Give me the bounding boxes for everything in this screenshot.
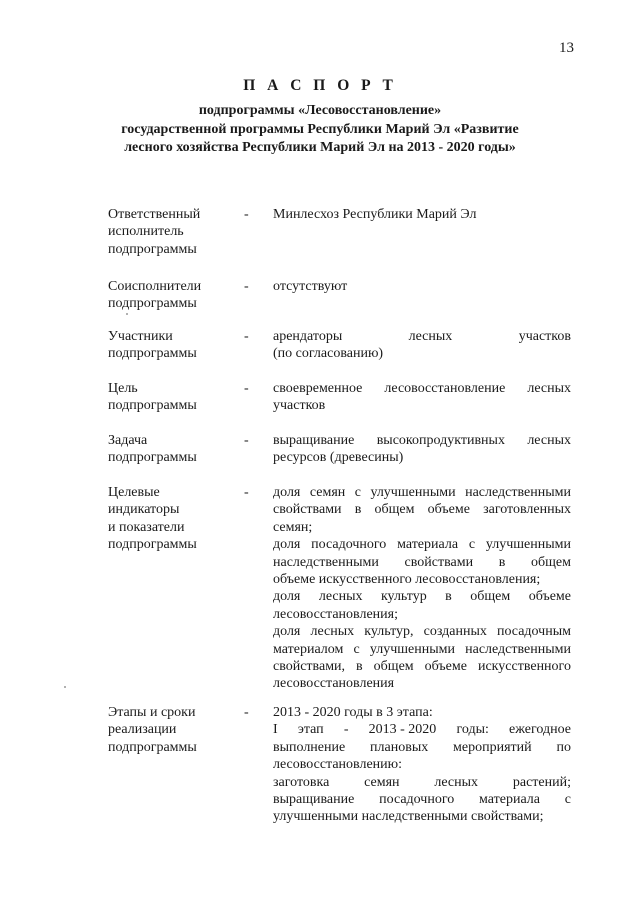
row-value-line — [273, 484, 571, 501]
row-value-line — [273, 774, 571, 791]
value-word: в — [498, 554, 506, 570]
value-word: с — [468, 537, 476, 553]
row-label-line: Целевые — [108, 485, 160, 500]
value-word: улучшенными — [369, 641, 455, 657]
value-word: 2013 - 2020 — [368, 722, 437, 738]
value-word: с — [354, 485, 361, 500]
row-value — [273, 328, 571, 363]
value-word: культур — [380, 589, 427, 605]
row-value-line — [273, 554, 571, 571]
row-value-line — [273, 756, 571, 773]
row-value-line — [273, 588, 571, 605]
row-dash: - — [244, 485, 249, 500]
row-value-line — [273, 791, 571, 808]
row-label — [108, 380, 233, 415]
value-word: ресурсов (древесины) — [273, 450, 404, 466]
row-label-line: подпрограммы — [108, 296, 197, 312]
value-word: лесных — [434, 774, 479, 790]
value-word: лесовосстановления — [273, 676, 395, 692]
row-label-line: подпрограммы — [108, 450, 197, 466]
subtitle-line: лесного хозяйства Республики Марий Эл на 2013 - 2020 годы» — [124, 140, 516, 155]
value-word: Минлесхоз Республики Марий Эл — [273, 207, 477, 222]
row-value — [273, 432, 571, 467]
row-value-line — [273, 808, 571, 825]
row-label-line: подпрограммы — [108, 346, 197, 362]
page-number: 13 — [559, 40, 574, 56]
value-word: семян; — [273, 519, 313, 535]
row-label-line: подпрограммы — [108, 241, 197, 257]
row-label-line: Этапы и сроки — [108, 705, 196, 720]
value-word: арендаторы — [273, 329, 343, 344]
value-word: в — [354, 502, 362, 518]
row-label-line: Участники — [108, 329, 173, 344]
value-word: с — [564, 792, 571, 808]
row-value-line — [273, 536, 571, 553]
value-word: высокопродуктивных — [376, 433, 505, 448]
value-word: 2013 - 2020 годы в 3 этапа: — [273, 705, 433, 720]
document-subtitle — [0, 102, 640, 158]
value-word: объеме искусственного лесовосстановления; — [273, 572, 541, 588]
row-value-line — [273, 675, 571, 692]
row-value-line — [273, 571, 571, 588]
value-word: искусственного — [477, 659, 571, 675]
row-label-line: Соисполнители — [108, 279, 202, 294]
value-word: с — [353, 641, 360, 657]
row-value-line — [273, 432, 571, 449]
value-word: общем — [470, 589, 511, 605]
value-word: объеме — [427, 502, 470, 518]
value-word: улучшенными — [485, 537, 571, 553]
value-word: наследственными — [465, 641, 571, 657]
row-label-line: исполнитель — [108, 224, 184, 240]
row-label-line: реализации — [108, 722, 177, 738]
value-word: доля — [273, 537, 301, 553]
value-word: посадочного — [311, 537, 387, 553]
row-value-line — [273, 206, 571, 223]
subtitle-line: государственной программы Республики Марий Эл «Развитие — [121, 121, 519, 137]
value-word: материалом — [273, 641, 344, 657]
row-label-line: подпрограммы — [108, 398, 197, 414]
value-word: в — [445, 589, 452, 605]
row-value-line — [273, 397, 571, 414]
value-word: по — [556, 739, 571, 755]
row-value-line — [273, 704, 571, 721]
value-word: общем — [374, 502, 415, 518]
value-word: участков — [273, 398, 326, 414]
value-word: растений; — [512, 774, 571, 790]
row-label-line: и показатели — [108, 519, 185, 535]
value-word: мероприятий — [453, 739, 532, 755]
value-word: ежегодное — [509, 722, 571, 738]
row-label — [108, 704, 233, 756]
value-word: семян — [309, 485, 346, 500]
value-word: материала — [397, 537, 459, 553]
row-label — [108, 328, 233, 363]
value-word: заготовка — [273, 774, 330, 790]
value-word: лесовосстановлению: — [273, 757, 403, 773]
value-word: годы: — [456, 722, 489, 738]
row-value-line — [273, 721, 571, 738]
row-label — [108, 278, 233, 313]
value-word: лесных — [527, 381, 571, 396]
row-value-line — [273, 519, 571, 536]
value-word: посадочным — [496, 624, 571, 640]
row-value-line — [273, 278, 571, 295]
value-word: объеме — [424, 659, 467, 675]
value-word: улучшенными наследственными свойствами; — [273, 809, 544, 825]
value-word: участков — [518, 329, 571, 344]
value-word: культур, — [364, 624, 414, 640]
row-value-line — [273, 345, 571, 362]
value-word: материала — [479, 792, 540, 808]
value-word: доля — [273, 624, 301, 640]
row-label — [108, 484, 233, 554]
value-word: заготовленных — [483, 502, 571, 518]
row-label-line: Цель — [108, 381, 138, 396]
row-dash: - — [244, 207, 249, 222]
row-value-line — [273, 328, 571, 345]
value-word: объеме — [528, 589, 571, 605]
value-word: выполнение — [273, 739, 346, 755]
value-word: этап — [297, 722, 324, 738]
value-word: лесовосстановления; — [273, 606, 398, 622]
value-word: выращивание — [273, 433, 355, 448]
row-dash: - — [244, 433, 249, 448]
row-dash: - — [244, 705, 249, 720]
row-value-line — [273, 606, 571, 623]
row-label-line: индикаторы — [108, 502, 180, 518]
value-word: созданных — [423, 624, 487, 640]
document-title: П А С П О Р Т — [243, 77, 397, 94]
row-label-line: подпрограммы — [108, 537, 197, 553]
value-word: семян — [364, 774, 400, 790]
value-word: свойствами — [404, 554, 474, 570]
value-word: наследственными — [465, 485, 571, 500]
value-word: доля — [273, 589, 301, 605]
value-word: посадочного — [379, 792, 455, 808]
row-label — [108, 206, 233, 258]
row-dash: - — [244, 329, 249, 344]
subtitle-line: подпрограммы «Лесовосстановление» — [198, 103, 442, 118]
scan-speck — [64, 686, 66, 688]
row-value-line — [273, 658, 571, 675]
row-value-line — [273, 380, 571, 397]
row-dash: - — [244, 381, 249, 396]
row-value-line — [273, 449, 571, 466]
row-value — [273, 278, 571, 295]
value-word: лесных — [408, 329, 453, 344]
value-word: плановых — [370, 739, 429, 755]
row-dash: - — [244, 279, 249, 294]
value-word: (по согласованию) — [273, 346, 384, 362]
row-label — [108, 432, 233, 467]
value-word: своевременное — [273, 381, 363, 396]
row-value — [273, 704, 571, 826]
value-word: лесных — [318, 589, 363, 605]
row-label-line: подпрограммы — [108, 739, 197, 755]
row-value-line — [273, 739, 571, 756]
row-value-line — [273, 641, 571, 658]
row-value-line — [273, 501, 571, 518]
value-word: общем — [531, 554, 571, 570]
row-label-line: Ответственный — [108, 207, 201, 222]
value-word: лесных — [527, 433, 571, 448]
value-word: общем — [373, 659, 414, 675]
value-word: - — [343, 722, 349, 738]
value-word: лесовосстановление — [384, 381, 506, 396]
row-value — [273, 380, 571, 415]
value-word: свойствами, — [273, 659, 346, 675]
row-value — [273, 484, 571, 693]
value-word: наследственными — [273, 554, 379, 570]
value-word: улучшенными — [370, 485, 456, 500]
value-word: доля — [273, 485, 301, 500]
value-word: отсутствуют — [273, 279, 348, 294]
row-label-line: Задача — [108, 433, 148, 448]
value-word: I — [273, 722, 278, 738]
row-value — [273, 206, 571, 223]
scan-speck — [126, 313, 128, 315]
value-word: лесных — [310, 624, 355, 640]
value-word: в — [356, 659, 363, 675]
row-value-line — [273, 623, 571, 640]
value-word: свойствами — [273, 502, 342, 518]
value-word: выращивание — [273, 792, 355, 808]
